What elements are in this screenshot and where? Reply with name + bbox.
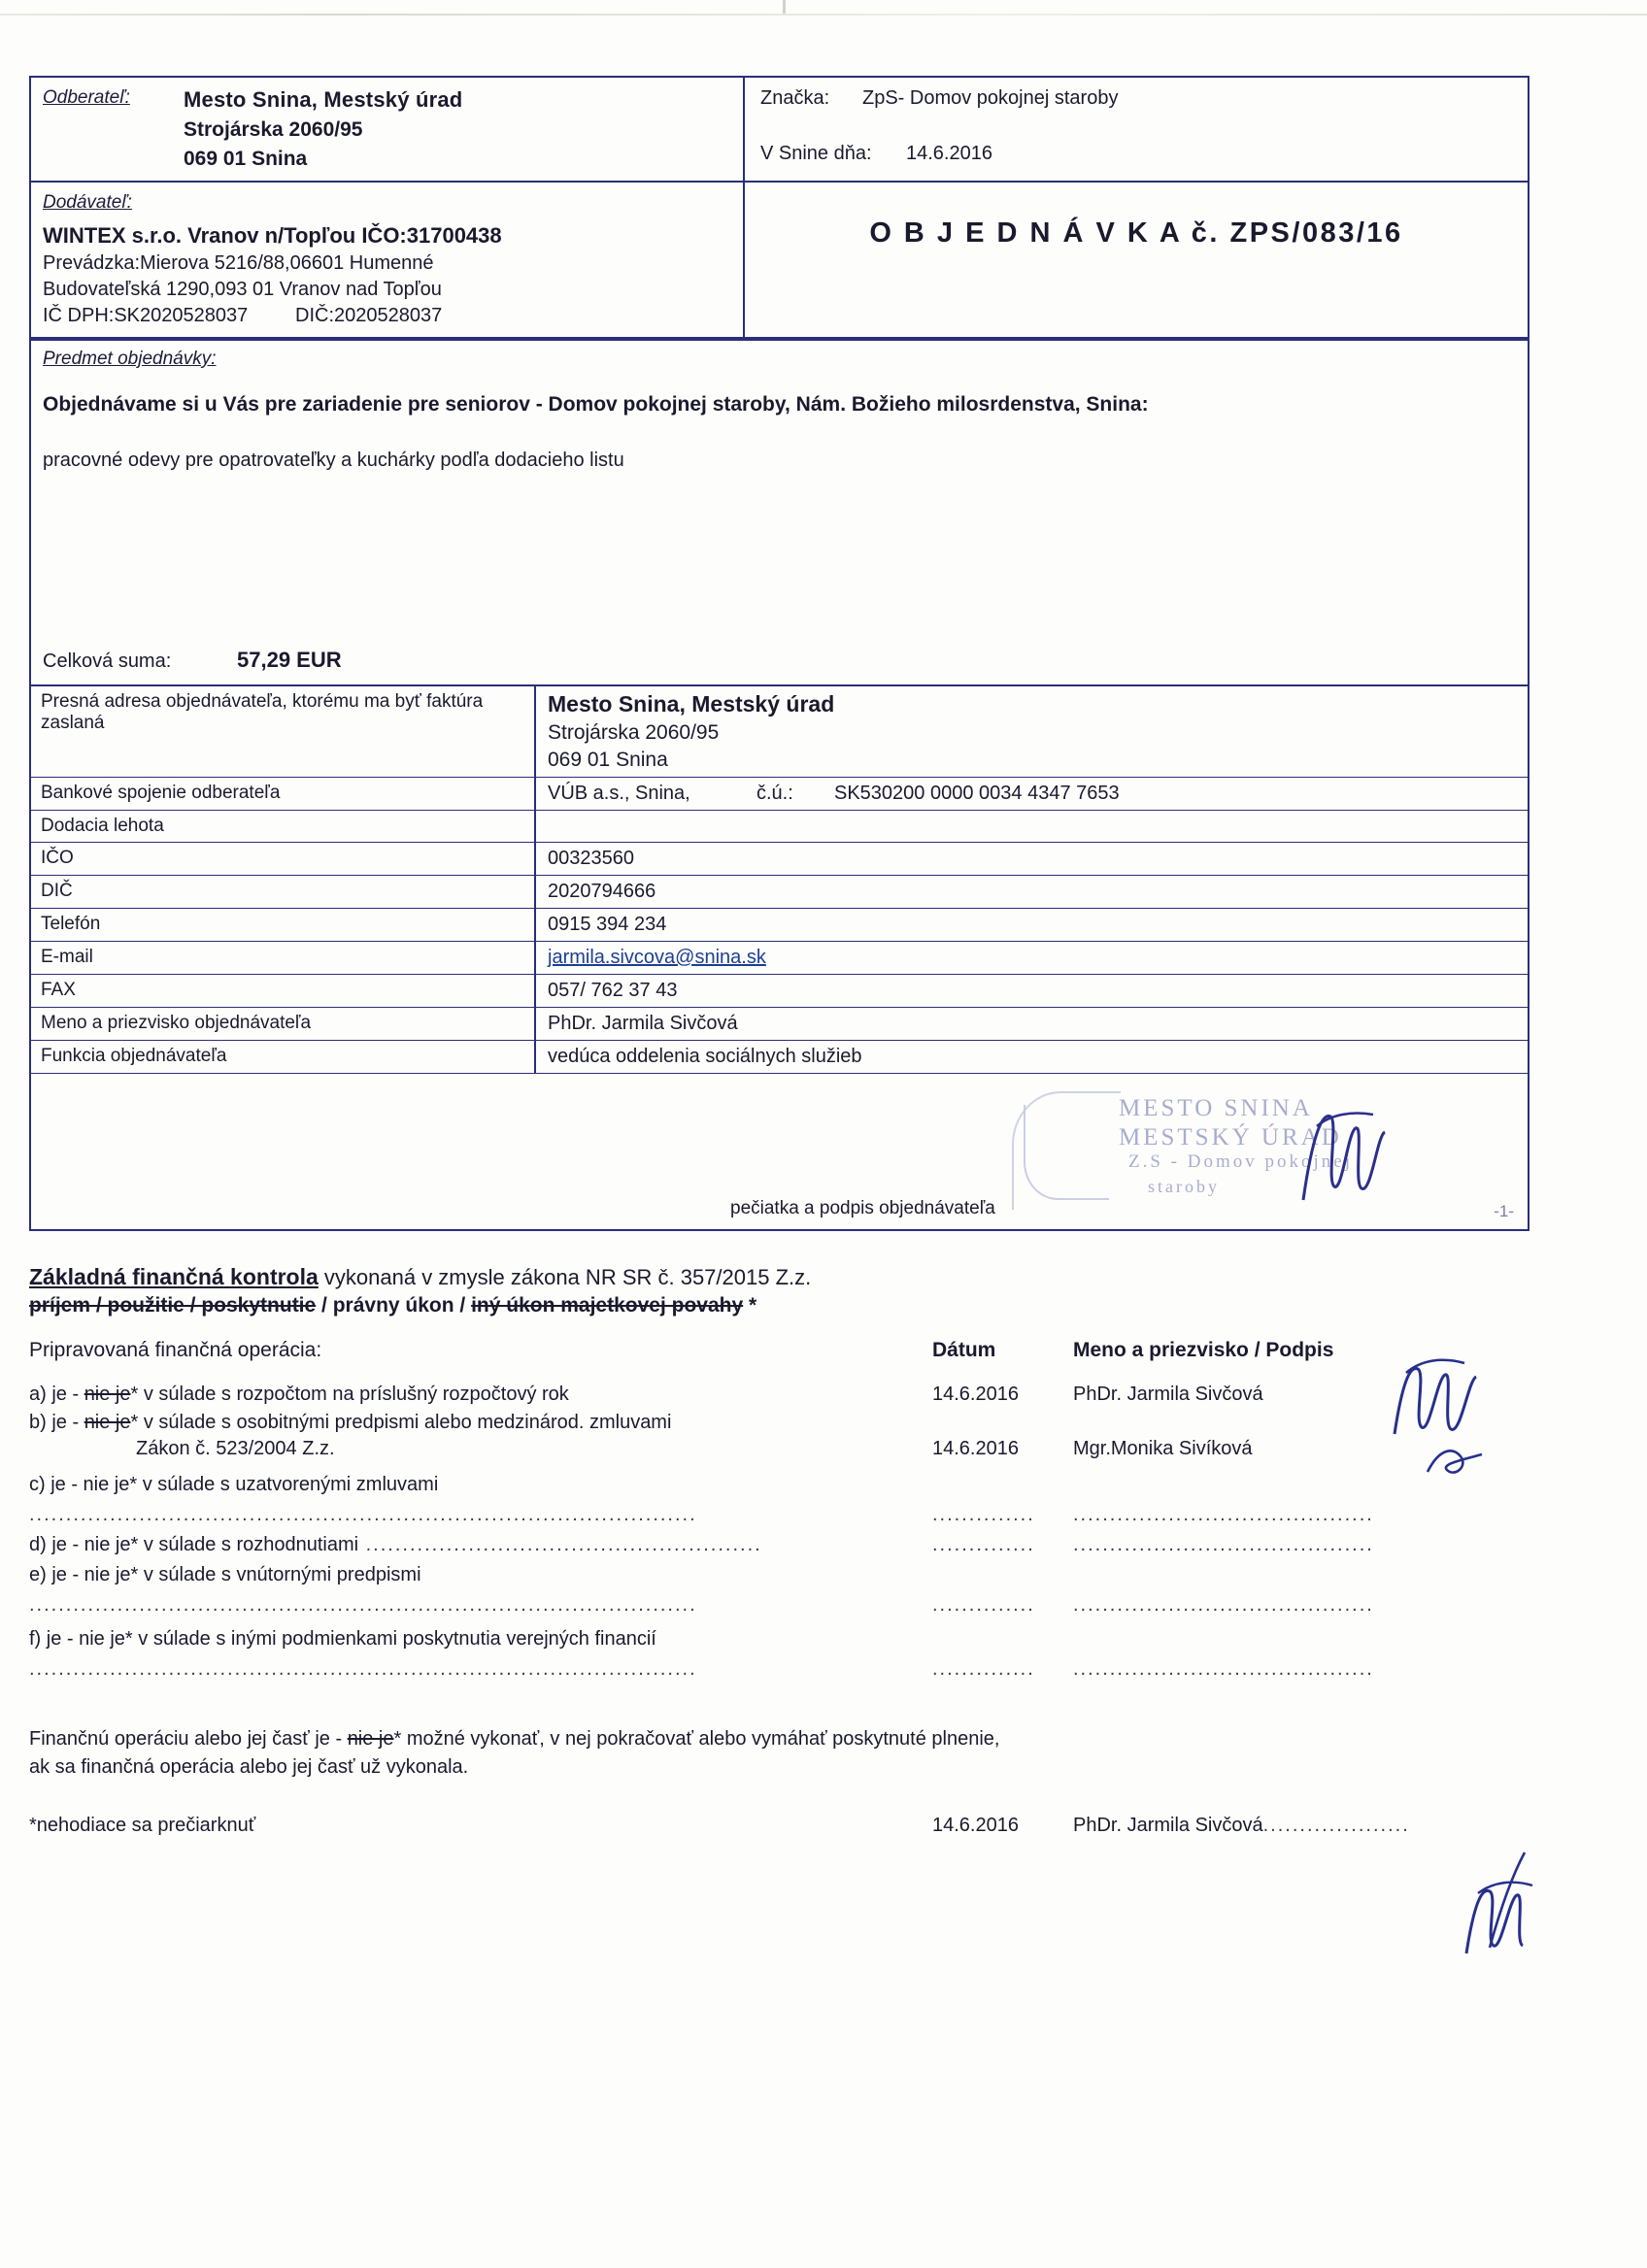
item-b-pre: b) je - bbox=[29, 1412, 84, 1433]
supplier-tax-id: DIČ:2020528037 bbox=[295, 305, 443, 326]
signature-stamp-icon bbox=[1284, 1093, 1429, 1210]
stamp-caption: pečiatka a podpis objednávateľa bbox=[730, 1198, 995, 1218]
item-law-date: 14.6.2016 bbox=[932, 1438, 1019, 1459]
ico-label: IČO bbox=[31, 843, 536, 875]
order-header-box bbox=[29, 76, 1529, 1231]
subject-main-text: Objednávame si u Vás pre zariadenie pre seniorov - Domov pokojnej staroby, Nám. Božieho milosrdenstva, Snina: bbox=[43, 393, 1149, 416]
item-b-post: * v súlade s osobitnými predpismi alebo medzinárod. zmluvami bbox=[130, 1412, 672, 1433]
supplier-vat-id: IČ DPH:SK2020528037 bbox=[43, 305, 249, 326]
stamp-line-4: staroby bbox=[1148, 1177, 1220, 1196]
conclusion-strike: nie je bbox=[347, 1728, 394, 1750]
dic-value: 2020794666 bbox=[548, 881, 656, 902]
footer-date: 14.6.2016 bbox=[932, 1815, 1019, 1836]
dic-label: DIČ bbox=[31, 876, 536, 908]
account-label: č.ú.: bbox=[756, 783, 793, 804]
column-date-header: Dátum bbox=[932, 1339, 996, 1361]
financial-conclusion bbox=[29, 1725, 1529, 1782]
item-e-text: e) je - nie je* v súlade s vnútornými predpismi bbox=[29, 1564, 421, 1585]
scan-edge bbox=[0, 14, 1647, 16]
item-d-dots: ...................................................... bbox=[358, 1534, 762, 1555]
financial-title-bold: Základná finančná kontrola bbox=[29, 1264, 319, 1289]
item-a-post: * v súlade s rozpočtom na príslušný rozpočtový rok bbox=[130, 1384, 569, 1405]
bank-label: Bankové spojenie odberateľa bbox=[31, 778, 536, 810]
date-label: V Snine dňa: bbox=[760, 143, 872, 164]
reference-cell bbox=[745, 78, 1528, 181]
total-label: Celková suma: bbox=[43, 650, 172, 672]
orderer-name-label: Meno a priezvisko objednávateľa bbox=[31, 1008, 536, 1040]
financial-subtitle bbox=[29, 1294, 1529, 1317]
orderer-name-value: PhDr. Jarmila Sivčová bbox=[548, 1013, 738, 1034]
item-a-pre: a) je - bbox=[29, 1384, 84, 1405]
item-a-name: PhDr. Jarmila Sivčová bbox=[1073, 1384, 1263, 1405]
table-row bbox=[31, 778, 1528, 811]
list-item bbox=[29, 1564, 1529, 1586]
table-row bbox=[31, 1041, 1528, 1073]
table-row bbox=[31, 1008, 1528, 1041]
financial-title bbox=[29, 1264, 1529, 1290]
item-b-text bbox=[29, 1412, 932, 1434]
orderer-role-label: Funkcia objednávateľa bbox=[31, 1041, 536, 1073]
list-item bbox=[29, 1658, 1529, 1681]
email-label: E-mail bbox=[31, 942, 536, 974]
item-f-name-dots: ......................................... bbox=[1073, 1658, 1374, 1680]
customer-city: 069 01 Snina bbox=[184, 148, 308, 170]
subject-header bbox=[31, 339, 1528, 376]
financial-columns-header bbox=[29, 1339, 1529, 1362]
fax-label: FAX bbox=[31, 975, 536, 1007]
supplier-tax-row bbox=[43, 305, 731, 327]
customer-row bbox=[31, 78, 1528, 183]
footer-dots: .................... bbox=[1262, 1815, 1410, 1836]
supplier-row bbox=[31, 183, 1528, 339]
item-b-strike: nie je bbox=[84, 1412, 131, 1433]
stamp-line-2: MESTSKÝ ÚRAD bbox=[1119, 1124, 1342, 1151]
column-name-header: Meno a priezvisko / Podpis bbox=[1073, 1339, 1334, 1361]
subject-body bbox=[31, 393, 1528, 684]
date-row bbox=[760, 143, 1512, 165]
conclusion-post: * možné vykonať, v nej pokračovať alebo vymáhať poskytnuté plnenie, bbox=[393, 1728, 1000, 1750]
item-d-text bbox=[29, 1534, 932, 1556]
table-row bbox=[31, 942, 1528, 975]
subtitle-strike-2: iný úkon majetkovej povahy bbox=[471, 1294, 744, 1317]
phone-label: Telefón bbox=[31, 909, 536, 941]
item-e-date-dots: .............. bbox=[932, 1594, 1035, 1616]
stamp-area bbox=[31, 1073, 1528, 1231]
email-value-cell bbox=[536, 942, 1528, 974]
supplier-cell bbox=[31, 183, 745, 337]
reference-label: Značka: bbox=[760, 87, 830, 109]
table-row bbox=[31, 811, 1528, 843]
item-law-name: Mgr.Monika Sivíková bbox=[1073, 1438, 1253, 1459]
delivery-term-value bbox=[536, 811, 1528, 842]
subject-label: Predmet objednávky: bbox=[43, 349, 217, 369]
invoice-address-street: Strojárska 2060/95 bbox=[548, 721, 720, 744]
item-d-pre: d) je - nie je* v súlade s rozhodnutiami bbox=[29, 1534, 359, 1555]
item-a-text bbox=[29, 1384, 932, 1406]
item-a-strike: nie je bbox=[84, 1384, 131, 1405]
item-c-date-dots: .............. bbox=[932, 1504, 1035, 1525]
invoice-address-value bbox=[536, 686, 1528, 777]
list-item bbox=[29, 1594, 1529, 1617]
customer-label: Odberateľ: bbox=[43, 87, 130, 108]
total-value: 57,29 EUR bbox=[237, 648, 342, 672]
ico-value: 00323560 bbox=[548, 848, 634, 869]
email-link[interactable]: jarmila.sivcova@snina.sk bbox=[548, 947, 766, 968]
stamp-line-1: MESTO SNINA bbox=[1119, 1095, 1313, 1121]
subtitle-star: * bbox=[743, 1294, 757, 1317]
list-item bbox=[29, 1438, 1529, 1460]
financial-control-section bbox=[29, 1264, 1529, 1837]
subject-detail-text: pracovné odevy pre opatrovateľky a kuchárky podľa dodacieho listu bbox=[43, 450, 624, 471]
footer-name bbox=[1073, 1815, 1529, 1837]
invoice-address-name: Mesto Snina, Mestský úrad bbox=[548, 691, 835, 717]
signature-footer-icon bbox=[1457, 1845, 1583, 1961]
item-e-dots: ........................................................................................... bbox=[29, 1594, 697, 1616]
stamp-line-3: Z.S - Domov pokojnej bbox=[1128, 1151, 1353, 1172]
phone-value: 0915 394 234 bbox=[548, 914, 667, 935]
item-a-date: 14.6.2016 bbox=[932, 1384, 1019, 1405]
orderer-role-value: vedúca oddelenia sociálnych služieb bbox=[548, 1046, 862, 1067]
total-row bbox=[43, 648, 342, 673]
table-row bbox=[31, 975, 1528, 1008]
item-c-dots: ........................................................................................... bbox=[29, 1504, 697, 1525]
supplier-name: WINTEX s.r.o. Vranov n/Topľou IČO:31700438 bbox=[43, 223, 502, 248]
item-f-dots: ........................................................................................... bbox=[29, 1658, 697, 1680]
invoice-address-label: Presná adresa objednávateľa, ktorému ma byť faktúra zaslaná bbox=[31, 686, 536, 777]
item-f-text: f) je - nie je* v súlade s inými podmienkami poskytnutia verejných financií bbox=[29, 1628, 656, 1650]
footer-name-text: PhDr. Jarmila Sivčová bbox=[1073, 1815, 1263, 1836]
financial-title-rest: vykonaná v zmysle zákona NR SR č. 357/2015 Z.z. bbox=[318, 1265, 812, 1289]
item-d-name: ......................................... bbox=[1073, 1534, 1374, 1555]
order-document bbox=[29, 76, 1529, 1837]
supplier-label: Dodávateľ: bbox=[43, 192, 132, 213]
reference-value: ZpS- Domov pokojnej staroby bbox=[862, 87, 1119, 109]
list-item bbox=[29, 1534, 1529, 1556]
bank-name: VÚB a.s., Snina, bbox=[548, 783, 690, 804]
table-row bbox=[31, 909, 1528, 942]
list-item bbox=[29, 1474, 1529, 1496]
subtitle-middle: / právny úkon / bbox=[316, 1294, 472, 1317]
list-item bbox=[29, 1412, 1529, 1434]
date-value: 14.6.2016 bbox=[906, 143, 992, 164]
table-row bbox=[31, 843, 1528, 876]
conclusion-line2: ak sa finančná operácia alebo jej časť už vykonala. bbox=[29, 1756, 469, 1778]
list-item bbox=[29, 1504, 1529, 1526]
footnote: *nehodiace sa prečiarknuť bbox=[29, 1815, 256, 1836]
reference-row bbox=[760, 87, 1512, 110]
item-law-post: Zákon č. 523/2004 Z.z. bbox=[136, 1438, 335, 1459]
item-d-date: .............. bbox=[932, 1534, 1035, 1555]
order-title: O B J E D N Á V K A č. ZPS/083/16 bbox=[869, 217, 1403, 249]
item-c-text: c) je - nie je* v súlade s uzatvorenými zmluvami bbox=[29, 1474, 439, 1495]
table-row bbox=[31, 876, 1528, 909]
supplier-line2: Prevádzka:Mierova 5216/88,06601 Humenné bbox=[43, 252, 434, 274]
table-row bbox=[31, 686, 1528, 778]
order-title-cell bbox=[745, 183, 1528, 337]
customer-street: Strojárska 2060/95 bbox=[184, 118, 363, 141]
list-item bbox=[29, 1628, 1529, 1651]
conclusion-pre: Finančnú operáciu alebo jej časť je - bbox=[29, 1728, 348, 1750]
page-number: -1- bbox=[1494, 1202, 1514, 1220]
customer-cell bbox=[31, 78, 745, 181]
details-table bbox=[31, 684, 1528, 1073]
bank-value bbox=[536, 778, 1528, 810]
scan-notch bbox=[783, 0, 786, 14]
fax-value: 057/ 762 37 43 bbox=[548, 980, 678, 1001]
delivery-term-label: Dodacia lehota bbox=[31, 811, 536, 842]
item-law-text bbox=[29, 1438, 932, 1460]
crest-inner-icon bbox=[1024, 1105, 1109, 1200]
invoice-address-city: 069 01 Snina bbox=[548, 749, 668, 771]
supplier-line3: Budovateľská 1290,093 01 Vranov nad Topľou bbox=[43, 279, 442, 300]
account-number: SK530200 0000 0034 4347 7653 bbox=[834, 783, 1120, 804]
item-c-name-dots: ......................................... bbox=[1073, 1504, 1374, 1525]
item-f-date-dots: .............. bbox=[932, 1658, 1035, 1680]
item-e-name-dots: ......................................... bbox=[1073, 1594, 1374, 1616]
list-item bbox=[29, 1384, 1529, 1406]
customer-name: Mesto Snina, Mestský úrad bbox=[184, 87, 463, 112]
subtitle-strike-1: príjem / použitie / poskytnutie bbox=[29, 1294, 317, 1317]
financial-footer bbox=[29, 1815, 1529, 1837]
prepared-operation-label: Pripravovaná finančná operácia: bbox=[29, 1339, 322, 1361]
